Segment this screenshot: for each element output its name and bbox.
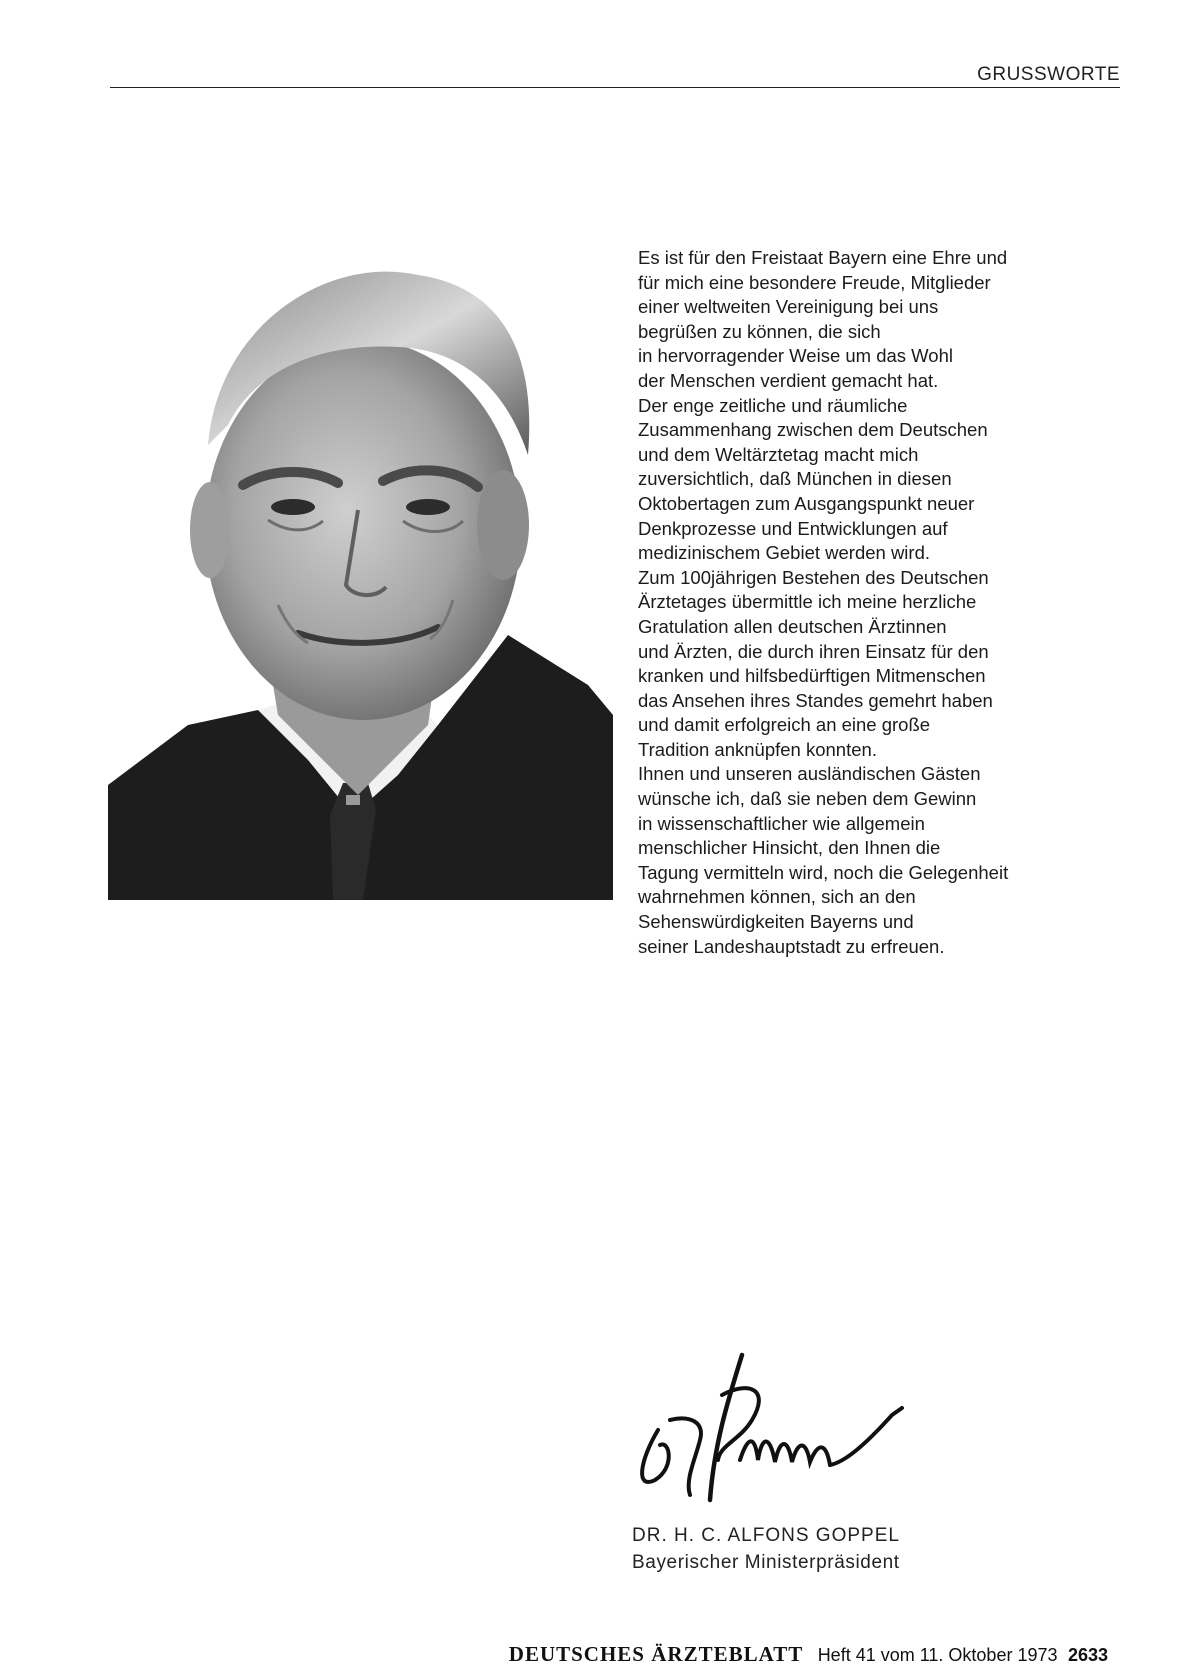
text-line: und Ärzten, die durch ihren Einsatz für den [638, 640, 989, 662]
text-line: Sehenswürdigkeiten Bayerns und [638, 911, 914, 933]
text-line: Der enge zeitliche und räumliche [638, 394, 908, 416]
text-line: und dem Weltärztetag macht mich [638, 443, 919, 465]
text-line: in hervorragender Weise um das Wohl [638, 345, 953, 367]
issue-info: Heft 41 vom 11. Oktober 1973 [817, 1645, 1058, 1665]
text-line: Gratulation allen deutschen Ärztinnen [638, 615, 947, 637]
text-line: wahrnehmen können, sich an den [638, 886, 916, 908]
text-line: Zum 100jährigen Bestehen des Deutschen [638, 566, 989, 588]
text-line: für mich eine besondere Freude, Mitglieder [638, 271, 991, 293]
handwritten-signature [630, 1350, 920, 1515]
text-line: wünsche ich, daß sie neben dem Gewinn [638, 788, 977, 810]
portrait-photo [108, 255, 613, 900]
text-line: medizinischem Gebiet werden wird. [638, 542, 931, 564]
header-rule [110, 87, 1120, 88]
text-line: menschlicher Hinsicht, den Ihnen die [638, 837, 941, 859]
text-line: Tagung vermitteln wird, noch die Gelegenheit [638, 861, 1009, 883]
text-line: in wissenschaftlicher wie allgemein [638, 812, 925, 834]
page-number: 2633 [1067, 1645, 1108, 1665]
text-line: einer weltweiten Vereinigung bei uns [638, 296, 939, 318]
text-line: zuversichtlich, daß München in diesen [638, 468, 952, 490]
text-line: Es ist für den Freistaat Bayern eine Ehre und [638, 247, 1008, 268]
text-line: das Ansehen ihres Standes gemehrt haben [638, 689, 993, 711]
section-label: GRUSSWORTE [977, 64, 1120, 85]
text-line: Ärztetages übermittle ich meine herzliche [638, 591, 977, 613]
text-line: Ihnen und unseren ausländischen Gästen [638, 763, 981, 785]
text-line: seiner Landeshauptstadt zu erfreuen. [638, 935, 945, 957]
text-line: Tradition anknüpfen konnten. [638, 738, 877, 760]
text-line: Oktobertagen zum Ausgangspunkt neuer [638, 492, 975, 514]
text-line: Denkprozesse und Entwicklungen auf [638, 517, 948, 539]
text-line: und damit erfolgreich an eine große [638, 714, 931, 736]
text-line: Zusammenhang zwischen dem Deutschen [638, 419, 988, 441]
signatory-name: DR. H. C. ALFONS GOPPEL [632, 1525, 900, 1546]
page-footer [509, 1642, 1108, 1667]
text-line: der Menschen verdient gemacht hat. [638, 369, 939, 391]
text-line: kranken und hilfsbedürftigen Mitmenschen [638, 665, 986, 687]
signatory-title: Bayerischer Ministerpräsident [632, 1552, 900, 1573]
greeting-text [638, 246, 1108, 959]
text-line: begrüßen zu können, die sich [638, 320, 881, 342]
journal-name: DEUTSCHES ÄRZTEBLATT [508, 1642, 804, 1666]
